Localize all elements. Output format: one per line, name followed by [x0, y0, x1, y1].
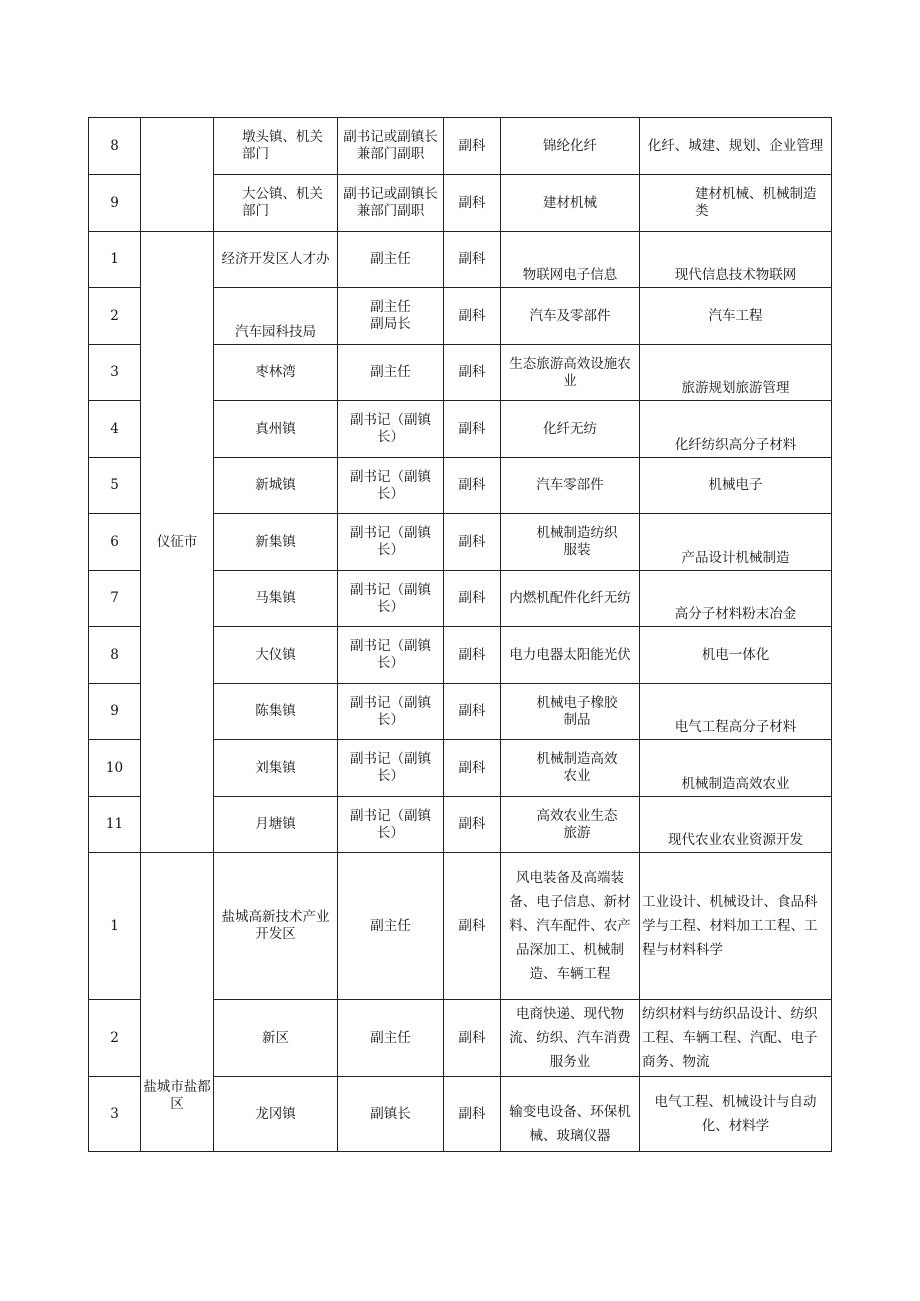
industry-cell: 电力电器太阳能光伏 — [501, 627, 640, 684]
personnel-table — [88, 117, 832, 1152]
town-cell: 经济开发区人才办 — [214, 232, 338, 288]
town-cell: 龙冈镇 — [214, 1077, 338, 1152]
industry-cell: 物联网电子信息 — [501, 232, 640, 288]
level-cell: 副科 — [444, 345, 501, 401]
row-number: 5 — [89, 458, 141, 514]
position-cell: 副书记或副镇长兼部门副职 — [338, 118, 444, 175]
region-cell: 仪征市 — [141, 232, 214, 853]
major-cell: 产品设计机械制造 — [640, 514, 832, 571]
level-cell: 副科 — [444, 627, 501, 684]
town-cell: 盐城高新技术产业开发区 — [214, 853, 338, 1000]
row-number: 2 — [89, 288, 141, 345]
town-cell: 马集镇 — [214, 571, 338, 627]
position-cell: 副主任 — [338, 1000, 444, 1077]
position-cell: 副书记（副镇长） — [338, 684, 444, 740]
industry-cell: 机械电子橡胶制品 — [501, 684, 640, 740]
industry-cell: 建材机械 — [501, 175, 640, 232]
row-number: 7 — [89, 571, 141, 627]
level-cell: 副科 — [444, 401, 501, 458]
level-cell: 副科 — [444, 458, 501, 514]
level-cell: 副科 — [444, 740, 501, 797]
position-cell: 副书记（副镇长） — [338, 571, 444, 627]
region-cell-empty — [141, 118, 214, 232]
level-cell: 副科 — [444, 1000, 501, 1077]
region-cell: 盐城市盐都区 — [141, 853, 214, 1152]
row-number: 1 — [89, 853, 141, 1000]
major-cell: 化纤纺织高分子材料 — [640, 401, 832, 458]
industry-cell: 输变电设备、环保机械、玻璃仪器 — [501, 1077, 640, 1152]
major-cell: 现代信息技术物联网 — [640, 232, 832, 288]
town-cell: 月塘镇 — [214, 797, 338, 853]
major-cell: 建材机械、机械制造类 — [640, 175, 832, 232]
row-number: 2 — [89, 1000, 141, 1077]
major-cell: 化纤、城建、规划、企业管理 — [640, 118, 832, 175]
major-cell: 汽车工程 — [640, 288, 832, 345]
town-cell: 新集镇 — [214, 514, 338, 571]
major-cell: 工业设计、机械设计、食品科学与工程、材料加工工程、工程与材料科学 — [640, 853, 832, 1000]
row-number: 6 — [89, 514, 141, 571]
major-cell: 机电一体化 — [640, 627, 832, 684]
position-cell: 副书记（副镇长） — [338, 514, 444, 571]
industry-cell: 汽车零部件 — [501, 458, 640, 514]
level-cell: 副科 — [444, 797, 501, 853]
industry-cell: 汽车及零部件 — [501, 288, 640, 345]
town-cell: 枣林湾 — [214, 345, 338, 401]
major-cell: 机械制造高效农业 — [640, 740, 832, 797]
town-cell: 大公镇、机关部门 — [214, 175, 338, 232]
industry-cell: 电商快递、现代物流、纺织、汽车消费服务业 — [501, 1000, 640, 1077]
position-cell: 副书记（副镇长） — [338, 797, 444, 853]
level-cell: 副科 — [444, 514, 501, 571]
table-row — [89, 853, 832, 1000]
industry-cell: 锦纶化纤 — [501, 118, 640, 175]
industry-cell: 内燃机配件化纤无纺 — [501, 571, 640, 627]
row-number: 10 — [89, 740, 141, 797]
level-cell: 副科 — [444, 118, 501, 175]
table-row — [89, 232, 832, 288]
town-cell: 陈集镇 — [214, 684, 338, 740]
level-cell: 副科 — [444, 175, 501, 232]
row-number: 9 — [89, 175, 141, 232]
town-cell: 新城镇 — [214, 458, 338, 514]
position-cell: 副书记或副镇长兼部门副职 — [338, 175, 444, 232]
position-cell: 副书记（副镇长） — [338, 458, 444, 514]
industry-cell: 化纤无纺 — [501, 401, 640, 458]
position-cell: 副书记（副镇长） — [338, 401, 444, 458]
position-cell: 副主任 副局长 — [338, 288, 444, 345]
level-cell: 副科 — [444, 232, 501, 288]
town-cell: 刘集镇 — [214, 740, 338, 797]
level-cell: 副科 — [444, 1077, 501, 1152]
major-cell: 电气工程、机械设计与自动化、材料学 — [640, 1077, 832, 1152]
industry-cell: 高效农业生态旅游 — [501, 797, 640, 853]
industry-cell: 机械制造高效农业 — [501, 740, 640, 797]
table-row — [89, 118, 832, 175]
level-cell: 副科 — [444, 853, 501, 1000]
level-cell: 副科 — [444, 288, 501, 345]
position-cell: 副书记（副镇长） — [338, 627, 444, 684]
row-number: 4 — [89, 401, 141, 458]
major-cell: 现代农业农业资源开发 — [640, 797, 832, 853]
position-cell: 副主任 — [338, 232, 444, 288]
position-cell: 副主任 — [338, 853, 444, 1000]
major-cell: 高分子材料粉末冶金 — [640, 571, 832, 627]
position-cell: 副主任 — [338, 345, 444, 401]
industry-cell: 生态旅游高效设施农业 — [501, 345, 640, 401]
industry-cell: 风电装备及高端装备、电子信息、新材料、汽车配件、农产品深加工、机械制造、车辆工程 — [501, 853, 640, 1000]
town-cell: 真州镇 — [214, 401, 338, 458]
industry-cell: 机械制造纺织服装 — [501, 514, 640, 571]
row-number: 8 — [89, 118, 141, 175]
row-number: 3 — [89, 345, 141, 401]
row-number: 3 — [89, 1077, 141, 1152]
town-cell: 墩头镇、机关部门 — [214, 118, 338, 175]
major-cell: 电气工程高分子材料 — [640, 684, 832, 740]
major-cell: 旅游规划旅游管理 — [640, 345, 832, 401]
major-cell: 机械电子 — [640, 458, 832, 514]
position-cell: 副书记（副镇长） — [338, 740, 444, 797]
row-number: 8 — [89, 627, 141, 684]
town-cell: 新区 — [214, 1000, 338, 1077]
town-cell: 大仪镇 — [214, 627, 338, 684]
row-number: 11 — [89, 797, 141, 853]
level-cell: 副科 — [444, 684, 501, 740]
row-number: 9 — [89, 684, 141, 740]
row-number: 1 — [89, 232, 141, 288]
position-cell: 副镇长 — [338, 1077, 444, 1152]
town-cell: 汽车园科技局 — [214, 288, 338, 345]
major-cell: 纺织材料与纺织品设计、纺织工程、车辆工程、汽配、电子商务、物流 — [640, 1000, 832, 1077]
level-cell: 副科 — [444, 571, 501, 627]
